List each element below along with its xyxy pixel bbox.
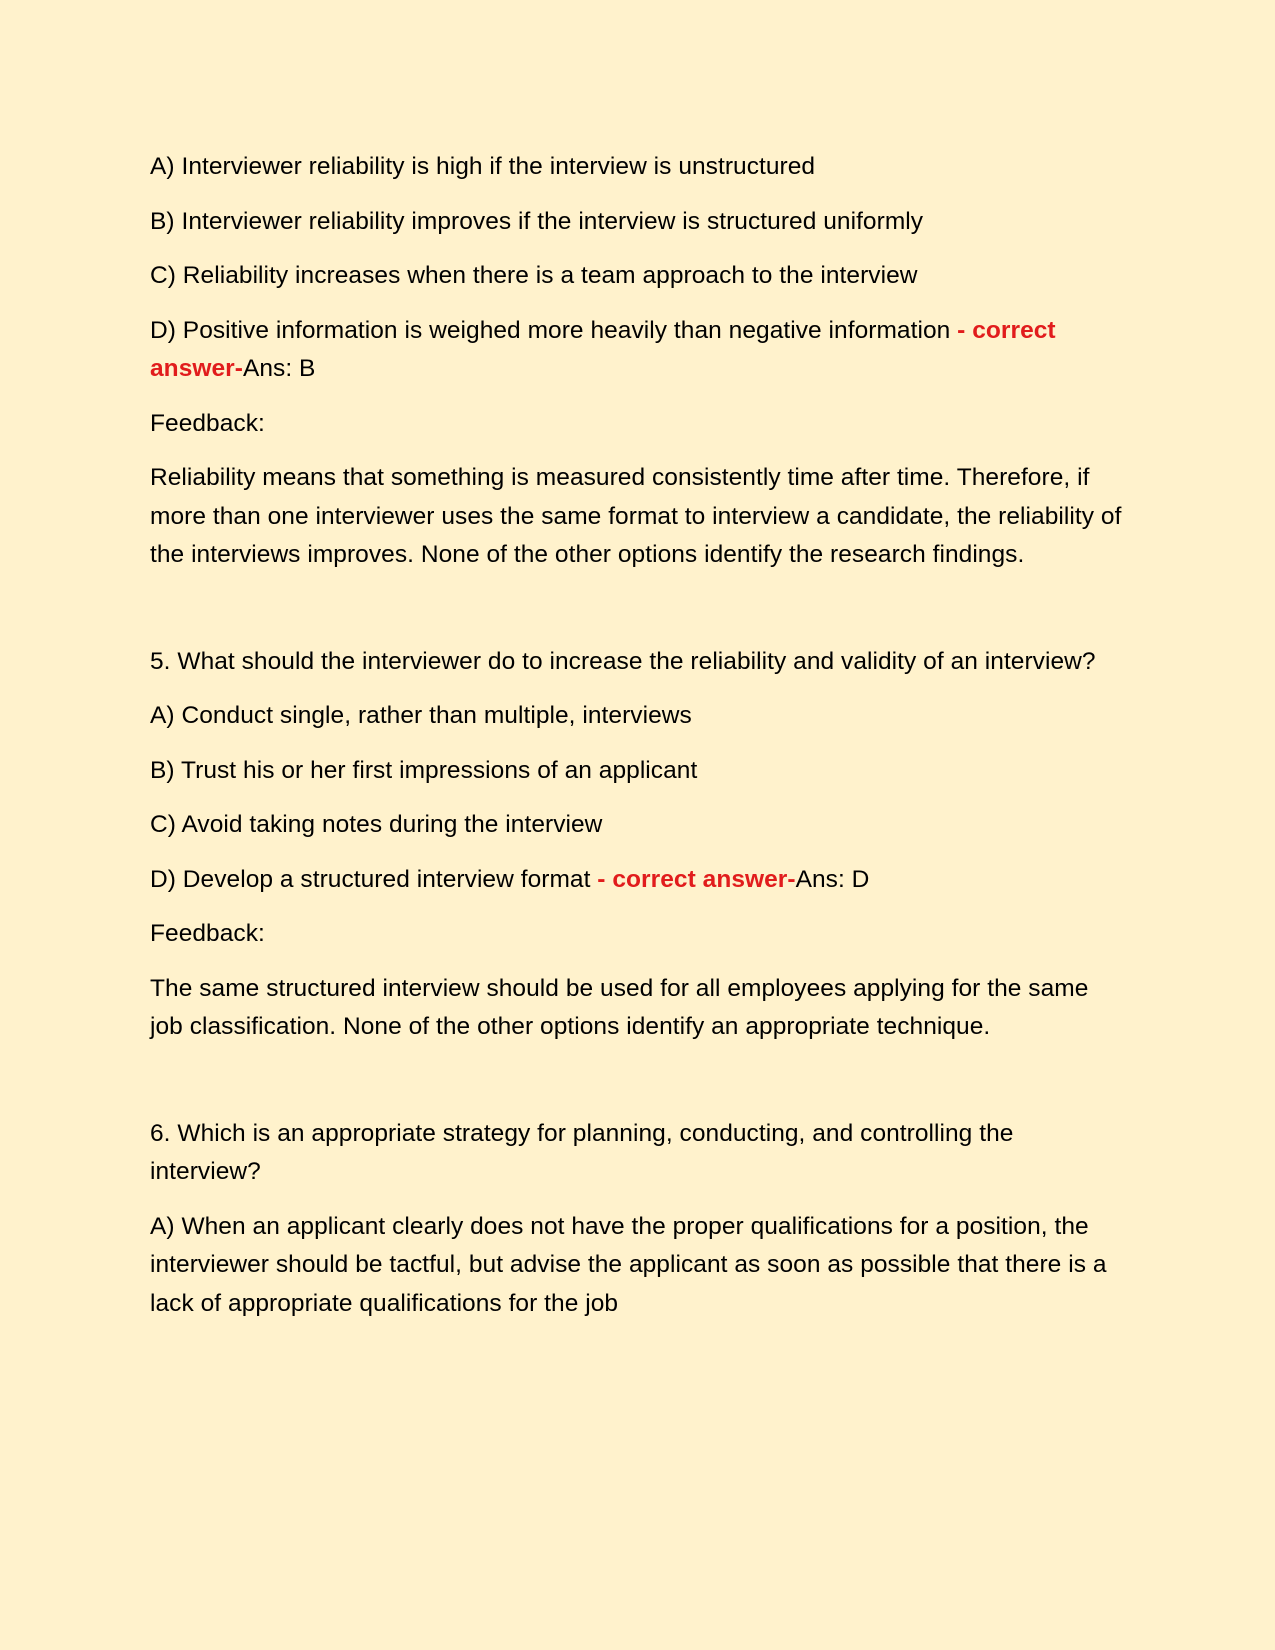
correct-answer-marker: - correct answer- xyxy=(597,865,796,893)
feedback-text: Reliability means that something is measured consistently time after time. Therefore, if more than one interviewer uses the same format to interview a candidate, the reliability of the interviews improves. None of the other options identify the research findings. xyxy=(150,464,1122,568)
option-b: B) Trust his or her first impressions of an applicant xyxy=(150,756,698,784)
option-a: A) When an applicant clearly does not have the proper qualifications for a position, the interviewer should be tactful, but advise the applicant as soon as possible that there is a lack of appropriate qualifications for the job xyxy=(150,1212,1107,1317)
feedback-label: Feedback: xyxy=(150,920,265,947)
option-a: A) Conduct single, rather than multiple, interviews xyxy=(150,702,692,729)
option-d-with-answer xyxy=(150,861,1125,900)
option-c: C) Reliability increases when there is a team approach to the interview xyxy=(150,262,918,289)
spacer xyxy=(150,1063,1125,1115)
correct-answer-marker: - correct answer- xyxy=(150,316,1056,382)
option-a: A) Interviewer reliability is high if the interview is unstructured xyxy=(150,153,816,180)
answer-key: Ans: B xyxy=(242,355,316,382)
option-c: C) Avoid taking notes during the interview xyxy=(150,811,603,838)
question-6: 6. Which is an appropriate strategy for planning, conducting, and controlling the interview? xyxy=(150,1119,1014,1185)
feedback-text: The same structured interview should be used for all employees applying for the same job classification. None of the other options identify an appropriate technique. xyxy=(150,974,1089,1040)
answer-key: Ans: D xyxy=(795,865,870,893)
spacer xyxy=(150,591,1125,643)
feedback-label: Feedback: xyxy=(150,409,265,437)
option-b: B) Interviewer reliability improves if the interview is structured uniformly xyxy=(150,207,924,235)
option-d: D) Positive information is weighed more heavily than negative information xyxy=(150,316,958,344)
option-d: D) Develop a structured interview format xyxy=(150,865,598,893)
option-d-with-answer xyxy=(150,312,1125,389)
question-5: 5. What should the interviewer do to increase the reliability and validity of an interview? xyxy=(150,647,1096,675)
